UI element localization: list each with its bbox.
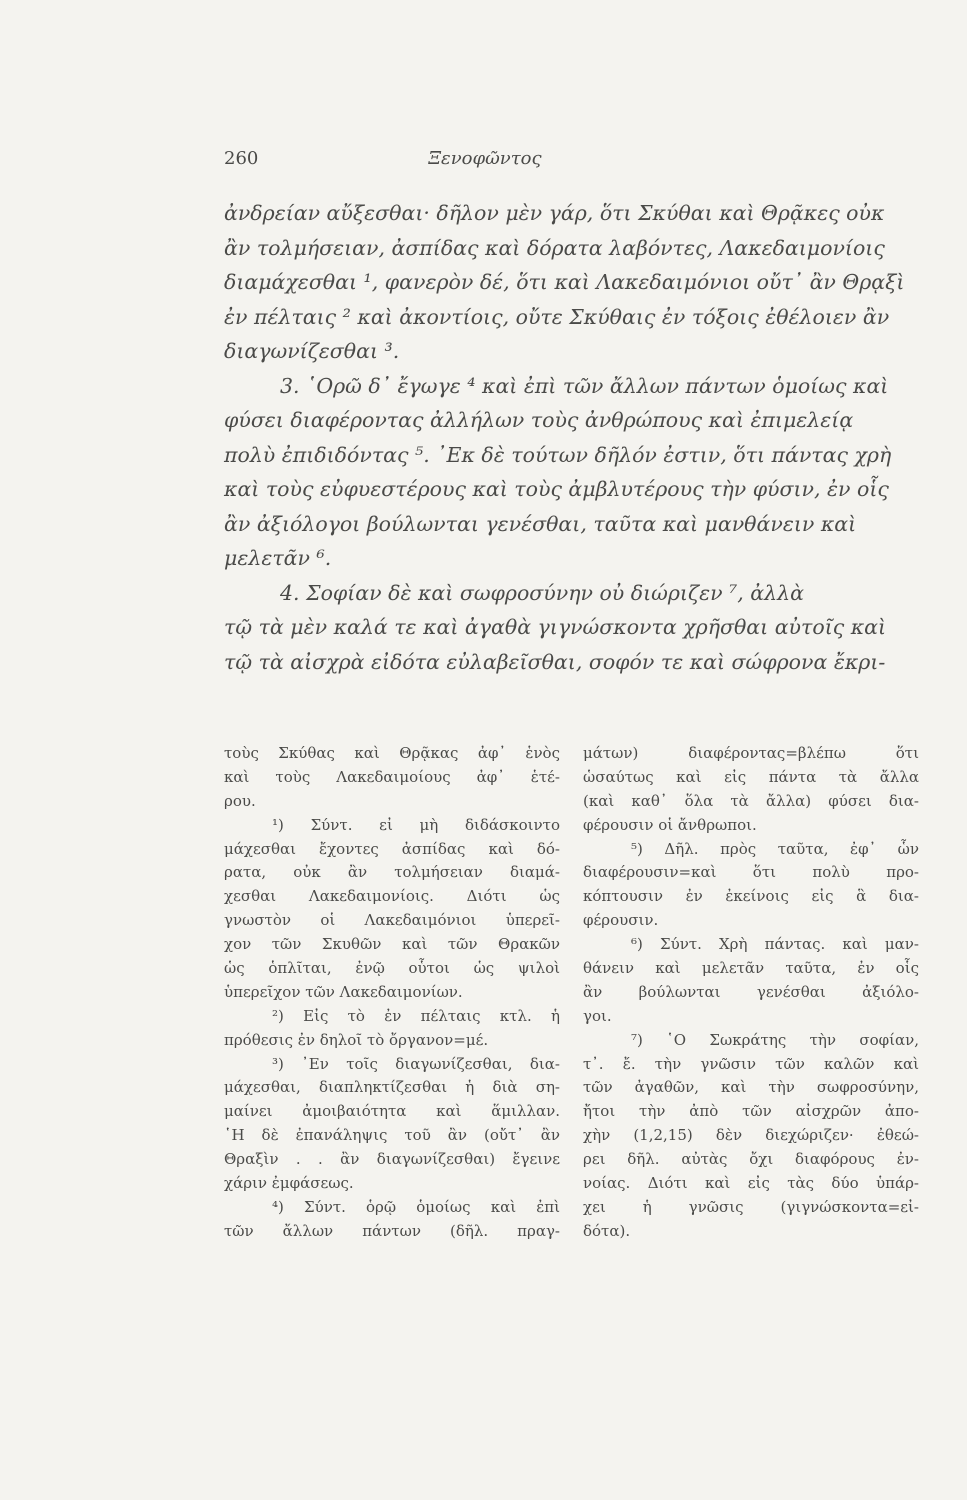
footnote-line: (καὶ καθ᾿ ὅλα τὰ ἄλλα) φύσει δια-: [583, 791, 919, 810]
footnote-line: μάτων) διαφέροντας=βλέπω ὅτι: [583, 744, 919, 762]
footnote-line: τῶν ἀγαθῶν, καὶ τὴν σωφροσύνην,: [583, 1078, 919, 1097]
footnote-line: τῶν ἄλλων πάντων (δῆλ. πραγ-: [224, 1221, 560, 1240]
footnote-line: γοι.: [583, 1006, 612, 1025]
footnote-line: ῾Η δὲ ἐπανάληψις τοῦ ἂν (οὔτ᾿ ἂν: [224, 1126, 560, 1145]
footnote-line: Θραξὶν . . ἂν διαγωνίζεσθαι) ἔγεινε: [224, 1150, 560, 1169]
main-text-block: [224, 196, 905, 679]
footnote-line: πρόθεσις ἐν δηλοῖ τὸ ὄργανον=μέ.: [224, 1030, 489, 1049]
footnote-line: ρου.: [224, 791, 256, 810]
footnote-line: ⁶) Σύντ. Χρὴ πάντας. καὶ μαν-: [631, 935, 919, 954]
footnote-line: φέρουσιν οἱ ἄνθρωποι.: [583, 815, 757, 834]
footnote-line: ³) ᾿Εν τοῖς διαγωνίζεσθαι, δια-: [272, 1054, 560, 1073]
footnote-line: δότα).: [583, 1221, 631, 1240]
footnotes-left-column: [224, 742, 560, 1244]
footnote-line: ²) Εἰς τὸ ἐν πέλταις κτλ. ἡ: [272, 1006, 560, 1025]
footnotes-right-column: [583, 742, 919, 1244]
footnote-line: ρατα, οὐκ ἂν τολμήσειαν διαμά-: [224, 863, 560, 882]
main-text-line: ἂν ἀξιόλογοι βούλωνται γενέσθαι, ταῦτα καὶ μανθάνειν καὶ: [224, 511, 857, 536]
footnote-line: μάχεσθαι ἔχοντες ἀσπίδας καὶ δό-: [224, 839, 560, 858]
footnote-line: μάχεσθαι, διαπληκτίζεσθαι ἡ διὰ ση-: [224, 1078, 560, 1097]
main-text-line: ἐν πέλταις ² καὶ ἀκοντίοις, οὔτε Σκύθαις ἐν τόξοις ἐθέλοιεν ἂν: [224, 304, 890, 329]
footnote-line: ὡς ὁπλῖται, ἐνῷ οὗτοι ὡς ψιλοὶ: [224, 959, 560, 978]
main-text-line: καὶ τοὺς εὐφυεστέρους καὶ τοὺς ἀμβλυτέρους τὴν φύσιν, ἐν οἷς: [224, 477, 889, 501]
main-text-line: τῷ τὰ αἰσχρὰ εἰδότα εὐλαβεῖσθαι, σοφόν τε καὶ σώφρονα ἔκρι-: [224, 649, 886, 674]
footnote-line: κόπτουσιν ἐν ἐκείνοις εἰς ἃ δια-: [583, 887, 919, 906]
footnote-line: ἤτοι τὴν ἀπὸ τῶν αἰσχρῶν ἀπο-: [583, 1102, 919, 1121]
footnote-line: ἂν βούλωνται γενέσθαι ἀξιόλο-: [583, 982, 919, 1001]
footnote-line: ὑπερεῖχον τῶν Λακεδαιμονίων.: [224, 982, 463, 1001]
footnote-line: ρει δῆλ. αὐτὰς ὄχι διαφόρους ἐν-: [583, 1150, 919, 1169]
main-text-line: διαγωνίζεσθαι ³.: [224, 339, 400, 363]
main-text-line: τῷ τὰ μὲν καλά τε καὶ ἀγαθὰ γιγνώσκοντα χρῆσθαι αὐτοῖς καὶ: [224, 615, 887, 639]
footnote-line: νοίας. Διότι καὶ εἰς τὰς δύο ὑπάρ-: [583, 1174, 919, 1193]
main-text-line: μελετᾶν ⁶.: [224, 546, 332, 570]
main-text-line: 4. Σοφίαν δὲ καὶ σωφροσύνην οὐ διώριζεν ⁷, ἀλλὰ: [280, 580, 804, 605]
footnote-line: φέρουσιν.: [583, 911, 659, 930]
main-text-line: διαμάχεσθαι ¹, φανερὸν δέ, ὅτι καὶ Λακεδαιμόνιοι οὔτ᾿ ἂν Θρᾳξὶ: [224, 270, 905, 294]
footnote-line: ¹) Σύντ. εἰ μὴ διδάσκοιντο: [272, 815, 560, 834]
footnote-line: χὴν (1,2,15) δὲν διεχώριζεν· ἐθεώ-: [583, 1126, 919, 1145]
footnote-line: χάριν ἐμφάσεως.: [224, 1174, 354, 1193]
footnote-line: γνωστὸν οἱ Λακεδαιμόνιοι ὑπερεῖ-: [224, 911, 560, 930]
main-text-line: ἂν τολμήσειαν, ἀσπίδας καὶ δόρατα λαβόντες, Λακεδαιμονίοις: [224, 235, 885, 260]
running-title: Ξενοφῶντος: [428, 148, 542, 169]
page-header: [224, 148, 746, 174]
footnote-line: διαφέρουσιν=καὶ ὅτι πολὺ προ-: [583, 863, 919, 882]
footnote-line: τοὺς Σκύθας καὶ Θρᾷκας ἀφ᾿ ἑνὸς: [224, 744, 560, 762]
main-text-line: 3. ῾Ορῶ δ᾿ ἔγωγε ⁴ καὶ ἐπὶ τῶν ἄλλων πάντων ὁμοίως καὶ: [280, 373, 889, 398]
footnote-line: χον τῶν Σκυθῶν καὶ τῶν Θρακῶν: [224, 935, 560, 954]
footnote-line: μαίνει ἀμοιβαιότητα καὶ ἅμιλλαν.: [224, 1102, 560, 1121]
footnote-line: ⁴) Σύντ. ὁρῷ ὁμοίως καὶ ἐπὶ: [272, 1197, 560, 1216]
footnote-line: χεσθαι Λακεδαιμονίοις. Διότι ὡς: [224, 887, 560, 906]
footnote-line: ⁵) Δῆλ. πρὸς ταῦτα, ἐφ᾿ ὧν: [631, 839, 919, 858]
main-text-line: πολὺ ἐπιδιδόντας ⁵. ᾿Εκ δὲ τούτων δῆλόν ἐστιν, ὅτι πάντας χρὴ: [224, 442, 892, 467]
footnote-line: καὶ τοὺς Λακεδαιμοίους ἀφ᾿ ἑτέ-: [224, 767, 560, 786]
footnote-line: τ᾿. ἔ. τὴν γνῶσιν τῶν καλῶν καὶ: [583, 1054, 919, 1073]
footnote-line: ὡσαύτως καὶ εἰς πάντα τὰ ἄλλα: [583, 767, 919, 786]
main-text-line: ἀνδρείαν αὔξεσθαι· δῆλον μὲν γάρ, ὅτι Σκύθαι καὶ Θρᾷκες οὐκ: [224, 201, 885, 225]
footnote-line: ⁷) ῾Ο Σωκράτης τὴν σοφίαν,: [631, 1030, 919, 1049]
footnote-line: χει ἡ γνῶσις (γιγνώσκοντα=εἰ-: [583, 1197, 919, 1216]
main-text-line: φύσει διαφέροντας ἀλλήλων τοὺς ἀνθρώπους καὶ ἐπιμελείᾳ: [224, 408, 854, 432]
page-number: 260: [224, 148, 259, 169]
footnote-line: θάνειν καὶ μελετᾶν ταῦτα, ἐν οἷς: [583, 959, 919, 978]
